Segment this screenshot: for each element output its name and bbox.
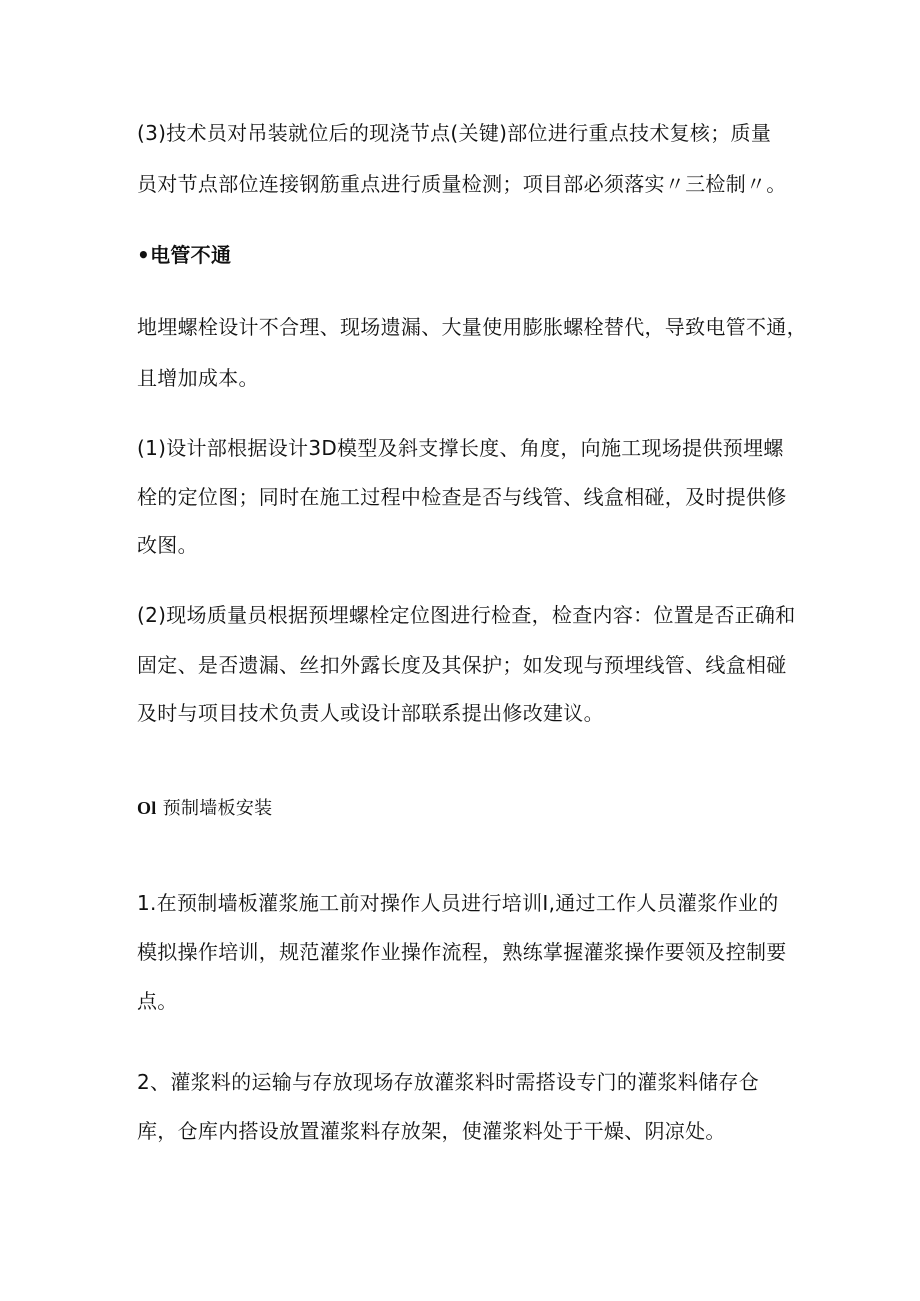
paragraph-4-line-3: 及时与项目技术负责人或设计部联系提出修改建议。 [137, 701, 604, 725]
paragraph-5-line-2: 模拟操作培训，规范灌浆作业操作流程，熟练掌握灌浆操作要领及控制要 [137, 940, 787, 964]
paragraph-5-line-1: 1.在预制墙板灌浆施工前对操作人员进行培训I,通过工作人员灌浆作业的 [137, 891, 779, 915]
paragraph-5-line-3: 点。 [137, 989, 178, 1013]
heading-precast-wall-installation [137, 795, 272, 822]
paragraph-3-line-2: 栓的定位图；同时在施工过程中检查是否与线管、线盒相碰，及时提供修 [137, 485, 787, 509]
paragraph-6-line-2: 库，仓库内搭设放置灌浆料存放架，使灌浆料处于干燥、阴凉处。 [137, 1119, 726, 1143]
heading-electrical-conduit: •电管不通 [137, 243, 232, 267]
paragraph-2-line-1: 地埋螺栓设计不合理、现场遗漏、大量使用膨胀螺栓替代，导致电管不通， [137, 315, 807, 339]
heading-number: Ol [137, 798, 157, 818]
paragraph-4-line-2: 固定、是否遗漏、丝扣外露长度及其保护；如发现与预埋线管、线盒相碰 [137, 653, 787, 677]
paragraph-3-line-1: (1)设计部根据设计3D模型及斜支撑长度、角度，向施工现场提供预埋螺 [137, 436, 784, 460]
paragraph-1-line-1: (3)技术员对吊装就位后的现浇节点(关键)部位进行重点技术复核；质量 [137, 121, 772, 145]
paragraph-3-line-3: 改图。 [137, 533, 198, 557]
heading-text: 预制墙板安装 [162, 798, 273, 819]
paragraph-2-line-2: 且增加成本。 [137, 366, 259, 390]
paragraph-1-line-2: 员对节点部位连接钢筋重点进行质量检测；项目部必须落实〃三检制〃。 [137, 172, 787, 196]
paragraph-4-line-1: (2)现场质量员根据预埋螺栓定位图进行检查，检查内容：位置是否正确和 [137, 603, 796, 627]
paragraph-6-line-1: 2、灌浆料的运输与存放现场存放灌浆料时需搭设专门的灌浆料储存仓 [137, 1070, 760, 1094]
